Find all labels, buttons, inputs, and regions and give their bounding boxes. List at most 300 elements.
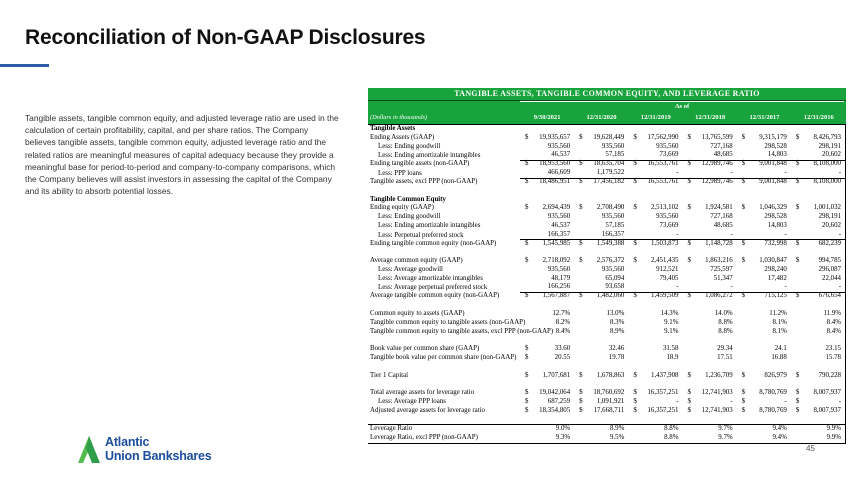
row-label: Ending tangible common equity (non-GAAP) (370, 239, 497, 247)
cell-value: 935,560 (601, 142, 625, 150)
table-cell (574, 434, 628, 443)
dollar-sign: $ (795, 204, 800, 212)
dollar-sign: $ (525, 292, 529, 300)
dollar-sign: $ (579, 239, 583, 247)
cell-value: 8,108,000 (813, 160, 841, 168)
table-row (368, 231, 845, 240)
dollar-sign: $ (795, 160, 800, 168)
logo-text (105, 436, 212, 463)
cell-value: 166,357 (547, 230, 571, 238)
dollar-sign: $ (795, 389, 800, 397)
row-label: Tangible Common Equity (370, 195, 446, 203)
cell-value: 166,256 (547, 283, 571, 291)
table-asof-row (368, 101, 846, 111)
table-cell (520, 275, 574, 284)
reconciliation-table (368, 88, 846, 444)
dollar-sign: $ (579, 397, 583, 405)
table-cell (737, 134, 791, 143)
cell-value: 1,545,985 (542, 239, 571, 247)
dollar-sign: $ (579, 292, 583, 300)
dollar-sign: $ (525, 204, 529, 212)
table-cell (520, 292, 574, 301)
dollar-sign: $ (795, 371, 800, 379)
dollar-sign: $ (795, 397, 800, 405)
cell-value: 93,658 (605, 283, 625, 291)
dollar-sign: $ (579, 177, 583, 185)
cell-value: 19,935,657 (539, 134, 571, 141)
cell-value: - (784, 283, 787, 291)
table-cell (791, 240, 845, 249)
cell-value: 935,560 (656, 142, 679, 150)
cell-value: 935,560 (547, 265, 571, 273)
column-header-date: 12/31/2017 (749, 114, 780, 121)
cell-value: 15.78 (825, 353, 841, 361)
table-cell (683, 134, 737, 143)
dollar-sign: $ (741, 406, 746, 414)
table-row (368, 169, 845, 178)
cell-value: 32.46 (608, 345, 625, 353)
table-cell (683, 222, 737, 231)
row-label: Less: Perpetual preferred stock (378, 231, 464, 239)
cell-value: 8.8% (664, 434, 679, 442)
cell-value: 17,456,182 (593, 177, 625, 185)
cell-value: 14,803 (767, 221, 787, 229)
table-cell (791, 204, 845, 213)
dollar-sign: $ (687, 406, 691, 414)
cell-value: 2,694,439 (542, 204, 571, 212)
cell-value: 16,553,761 (647, 177, 679, 185)
table-cell (737, 292, 791, 301)
table-cell (791, 222, 845, 231)
cell-value: 790,228 (818, 371, 841, 379)
table-row (368, 213, 845, 222)
cell-value: 17,562,990 (647, 134, 679, 141)
table-cell (737, 222, 791, 231)
dollar-sign: $ (741, 292, 746, 300)
table-cell (520, 213, 574, 222)
dollar-sign: $ (687, 177, 691, 185)
cell-value: 466,609 (547, 168, 571, 176)
table-cell (520, 425, 574, 434)
table-cell (520, 240, 574, 249)
cell-value: 725,597 (710, 265, 733, 273)
cell-value: 296,087 (818, 265, 841, 273)
dollar-sign: $ (525, 257, 529, 265)
table-cell (574, 398, 628, 407)
logo-line2: Union Bankshares (105, 448, 212, 463)
dollar-sign: $ (687, 292, 691, 300)
table-blank-row (368, 187, 845, 196)
table-cell (683, 275, 737, 284)
table-cell (683, 354, 737, 363)
company-logo (78, 436, 212, 463)
row-label: Less: Average perpetual preferred stock (378, 284, 488, 292)
cell-value: 17.51 (717, 353, 733, 361)
table-cell (520, 434, 574, 443)
table-row (368, 195, 845, 204)
cell-value: 1,549,388 (596, 239, 625, 247)
cell-value: 912,521 (656, 265, 679, 273)
cell-value: 2,708,490 (596, 204, 625, 212)
table-cell (737, 160, 791, 169)
row-label: Less: Ending amortizable intangibles (378, 152, 481, 160)
cell-value: - (784, 230, 787, 238)
table-row (368, 283, 845, 292)
table-cell (683, 319, 737, 328)
table-cell (628, 389, 682, 398)
table-cell (791, 425, 845, 434)
cell-value: 727,168 (710, 142, 733, 150)
cell-value: - (784, 168, 787, 176)
row-label: Tangible book value per common share (non-GAAP) (370, 353, 517, 361)
table-row (368, 222, 845, 231)
dollar-sign: $ (795, 177, 800, 185)
column-header-date: 12/31/2018 (695, 114, 726, 121)
row-label: Less: Average amortizable intangibles (378, 274, 483, 282)
table-cell (683, 372, 737, 381)
table-cell (574, 134, 628, 143)
table-cell (628, 372, 682, 381)
cell-value: 8,780,769 (759, 406, 787, 414)
table-cell (683, 389, 737, 398)
cell-value: 65,094 (605, 274, 625, 282)
cell-value: 8,007,937 (813, 406, 841, 414)
table-cell (683, 292, 737, 301)
cell-value: 1,459,509 (650, 292, 679, 300)
cell-value: 1,924,581 (705, 204, 733, 212)
table-cell (574, 275, 628, 284)
cell-value: 22,044 (822, 274, 841, 282)
dollar-sign: $ (795, 292, 800, 300)
cell-value: 1,567,887 (542, 292, 571, 300)
cell-value: 1,086,272 (705, 292, 733, 300)
table-cell (520, 222, 574, 231)
table-cell (791, 434, 845, 443)
dollar-sign: $ (579, 134, 583, 141)
dollar-sign: $ (525, 345, 529, 353)
cell-value: 935,560 (601, 213, 625, 221)
row-label: Book value per common share (GAAP) (370, 345, 480, 353)
cell-value: 8.9% (609, 425, 625, 433)
table-cell (574, 345, 628, 354)
table-cell (574, 143, 628, 152)
table-cell (791, 134, 845, 143)
cell-value: 8.1% (772, 318, 787, 326)
cell-value: 9,001,848 (759, 160, 787, 168)
table-cell (791, 345, 845, 354)
table-cell (737, 178, 791, 187)
row-label: Tangible common equity to tangible assets, excl PPP (non-GAAP) (370, 327, 554, 335)
table-row (368, 275, 845, 284)
table-cell (791, 213, 845, 222)
table-cell (628, 134, 682, 143)
cell-value: 14,803 (767, 151, 787, 159)
table-cell (683, 398, 737, 407)
cell-value: 57,185 (605, 151, 625, 159)
table-cell (520, 204, 574, 213)
table-row (368, 160, 845, 169)
cell-value: 166,357 (601, 230, 625, 238)
table-cell (628, 434, 682, 443)
dollar-sign: $ (525, 134, 529, 141)
dollar-sign: $ (633, 397, 637, 405)
table-cell (628, 204, 682, 213)
row-label: Less: Average goodwill (378, 265, 443, 273)
cell-value: - (730, 283, 733, 291)
cell-value: 1,030,847 (759, 257, 787, 265)
cell-value: 16.88 (771, 353, 787, 361)
row-label: Average common equity (GAAP) (370, 257, 463, 265)
dollar-sign: $ (633, 389, 637, 397)
cell-value: 18,953,560 (539, 160, 571, 168)
table-cell (574, 354, 628, 363)
dollar-sign: $ (687, 204, 691, 212)
cell-value: 9.9% (826, 434, 841, 442)
table-cell (737, 310, 791, 319)
table-cell (737, 434, 791, 443)
table-cell (628, 222, 682, 231)
table-column-headers (368, 111, 846, 124)
table-row (368, 292, 845, 301)
cell-value: - (730, 230, 733, 238)
dollar-sign: $ (579, 257, 583, 265)
cell-value: 13.0% (606, 309, 625, 317)
cell-value: 682,239 (818, 239, 841, 247)
cell-value: 9.7% (718, 425, 733, 433)
cell-value: 12,989,746 (701, 177, 733, 185)
cell-value: 33.60 (554, 345, 571, 353)
dollar-sign: $ (633, 371, 637, 379)
cell-value: 9.0% (555, 425, 571, 433)
cell-value: 12,741,903 (701, 406, 733, 414)
cell-value: 73,669 (659, 151, 679, 159)
table-cell (628, 310, 682, 319)
table-cell (520, 319, 574, 328)
cell-value: 8.8% (718, 327, 733, 335)
dollar-sign: $ (525, 353, 529, 361)
cell-value: 8.4% (826, 318, 841, 326)
table-cell (683, 434, 737, 443)
row-label: Tangible Assets (370, 125, 416, 133)
dollar-sign: $ (687, 160, 691, 168)
table-cell (683, 204, 737, 213)
table-cell (737, 275, 791, 284)
cell-value: 8.1% (772, 327, 787, 335)
table-cell (628, 354, 682, 363)
cell-value: 9.7% (718, 434, 733, 442)
table-cell (737, 266, 791, 275)
cell-value: 51,347 (713, 274, 733, 282)
table-cell (683, 310, 737, 319)
cell-value: 11.2% (769, 309, 787, 317)
cell-value: 8.4% (555, 327, 571, 335)
cell-value: 8,108,000 (813, 177, 841, 185)
table-cell (520, 160, 574, 169)
table-cell (520, 143, 574, 152)
table-row (368, 134, 845, 143)
cell-value: - (838, 283, 841, 291)
table-cell (520, 310, 574, 319)
cell-value: 715,125 (764, 292, 787, 300)
table-cell (628, 292, 682, 301)
table-cell (791, 319, 845, 328)
dollar-sign: $ (633, 292, 637, 300)
cell-value: 46,537 (551, 221, 571, 229)
cell-value: - (676, 283, 679, 291)
cell-value: 9.4% (772, 434, 787, 442)
table-cell (520, 345, 574, 354)
row-label: Less: Average PPP loans (378, 397, 446, 405)
table-cell (737, 328, 791, 337)
table-row (368, 143, 845, 152)
dollar-sign: $ (579, 160, 583, 168)
cell-value: 9.1% (664, 327, 679, 335)
table-cell (520, 389, 574, 398)
cell-value: 8,780,769 (759, 389, 787, 397)
table-cell (628, 425, 682, 434)
cell-value: 12,989,746 (701, 160, 733, 168)
cell-value: 20,602 (822, 221, 841, 229)
table-blank-row (368, 363, 845, 372)
table-title: TANGIBLE ASSETS, TANGIBLE COMMON EQUITY, AND LEVERAGE RATIO (368, 88, 846, 100)
table-cell (737, 319, 791, 328)
table-cell (791, 143, 845, 152)
cell-value: 1,046,329 (759, 204, 787, 212)
dollar-sign: $ (741, 257, 746, 265)
cell-value: 1,437,908 (650, 371, 679, 379)
cell-value: 298,528 (764, 213, 787, 221)
dollar-sign: $ (525, 389, 529, 397)
cell-value: 1,503,873 (650, 239, 679, 247)
table-blank-row (368, 248, 845, 257)
table-cell (628, 328, 682, 337)
cell-value: 17,482 (767, 274, 787, 282)
table-row (368, 345, 845, 354)
table-cell (683, 257, 737, 266)
dollar-sign: $ (525, 177, 529, 185)
table-cell (574, 372, 628, 381)
dollar-sign: $ (795, 257, 800, 265)
table-cell (574, 160, 628, 169)
cell-value: 18,635,704 (593, 160, 625, 168)
row-label: Tier 1 Capital (370, 371, 409, 379)
cell-value: 24.1 (774, 345, 787, 353)
dollar-sign: $ (633, 177, 637, 185)
row-label: Ending Assets (GAAP) (370, 134, 435, 141)
table-cell (737, 345, 791, 354)
table-cell (520, 257, 574, 266)
cell-value: 20.55 (554, 353, 571, 361)
cell-value: 8.3% (609, 318, 625, 326)
cell-value: 18,760,692 (593, 389, 625, 397)
cell-value: 9.1% (664, 318, 679, 326)
cell-value: 19,042,064 (539, 389, 571, 397)
table-blank-row (368, 336, 845, 345)
table-cell (574, 222, 628, 231)
table-cell (520, 266, 574, 275)
table-cell (520, 372, 574, 381)
table-row (368, 204, 845, 213)
cell-value: 1,001,032 (813, 204, 841, 212)
dollar-sign: $ (579, 371, 583, 379)
dollar-sign: $ (687, 257, 691, 265)
cell-value: 8.8% (718, 318, 733, 326)
intro-paragraph: Tangible assets, tangible common equity, and adjusted leverage ratio are used in the calculation of certain profitability, capital, and per share ratios. The Company believes tangible assets, tangible common equity, adjusted leverage ratio and the related ratios are meaningful measures of capital adequacy because they provide a meaningful base for period-to-period and company-to-company comparisons, which the Company believes will assist investors in assessing the capital of the Company and its ability to absorb potential losses. (25, 113, 339, 197)
logo-line1: Atlantic (105, 435, 150, 450)
cell-value: 19.78 (608, 353, 625, 361)
table-cell (574, 407, 628, 416)
cell-value: - (784, 397, 787, 405)
dollar-sign: $ (741, 160, 746, 168)
table-row (368, 389, 845, 398)
table-cell (628, 178, 682, 187)
dollar-sign: $ (579, 389, 583, 397)
table-row (368, 327, 845, 336)
table-row (368, 354, 845, 363)
cell-value: 1,236,709 (705, 371, 733, 379)
cell-value: - (676, 168, 679, 176)
table-blank-row (368, 380, 845, 389)
cell-value: 57,185 (605, 221, 625, 229)
cell-value: 732,998 (764, 239, 787, 247)
dollar-sign: $ (687, 239, 691, 247)
row-label: Less: PPP loans (378, 169, 422, 177)
table-cell (574, 204, 628, 213)
column-header-date: 12/31/2016 (803, 114, 834, 121)
table-cell (737, 143, 791, 152)
table-cell (683, 240, 737, 249)
cell-value: 18.9 (666, 353, 679, 361)
cell-value: 2,513,102 (650, 204, 679, 212)
cell-value: 9.9% (826, 425, 841, 433)
table-cell (737, 240, 791, 249)
dollar-sign: $ (633, 257, 637, 265)
cell-value: 79,405 (659, 274, 679, 282)
table-cell (628, 345, 682, 354)
cell-value: 14.0% (714, 309, 733, 317)
cell-value: 29.34 (717, 345, 733, 353)
column-header-date: 12/31/2019 (640, 114, 671, 121)
dollar-sign: $ (741, 389, 746, 397)
cell-value: 935,560 (601, 265, 625, 273)
cell-value: 1,091,921 (596, 397, 625, 405)
cell-value: 2,576,372 (596, 257, 625, 265)
cell-value: 935,560 (547, 142, 571, 150)
cell-value: - (676, 230, 679, 238)
cell-value: 1,678,863 (596, 371, 625, 379)
units-label: (Dollars in thousands) (370, 114, 428, 121)
cell-value: 298,240 (764, 265, 787, 273)
dollar-sign: $ (741, 397, 746, 405)
table-cell (737, 425, 791, 434)
table-cell (628, 143, 682, 152)
dollar-sign: $ (795, 134, 800, 141)
table-cell (574, 178, 628, 187)
table-cell (574, 389, 628, 398)
table-row (368, 178, 845, 187)
row-label: Total average assets for leverage ratio (370, 389, 475, 397)
table-cell (791, 275, 845, 284)
table-cell (628, 160, 682, 169)
dollar-sign: $ (687, 134, 691, 141)
row-label: Tangible common equity to tangible assets (non-GAAP) (370, 318, 526, 326)
row-label: Adjusted average assets for leverage ratio (370, 406, 485, 414)
table-cell (683, 178, 737, 187)
table-row (368, 125, 845, 134)
dollar-sign: $ (741, 177, 746, 185)
page-number: 45 (806, 444, 815, 453)
table-cell (791, 372, 845, 381)
